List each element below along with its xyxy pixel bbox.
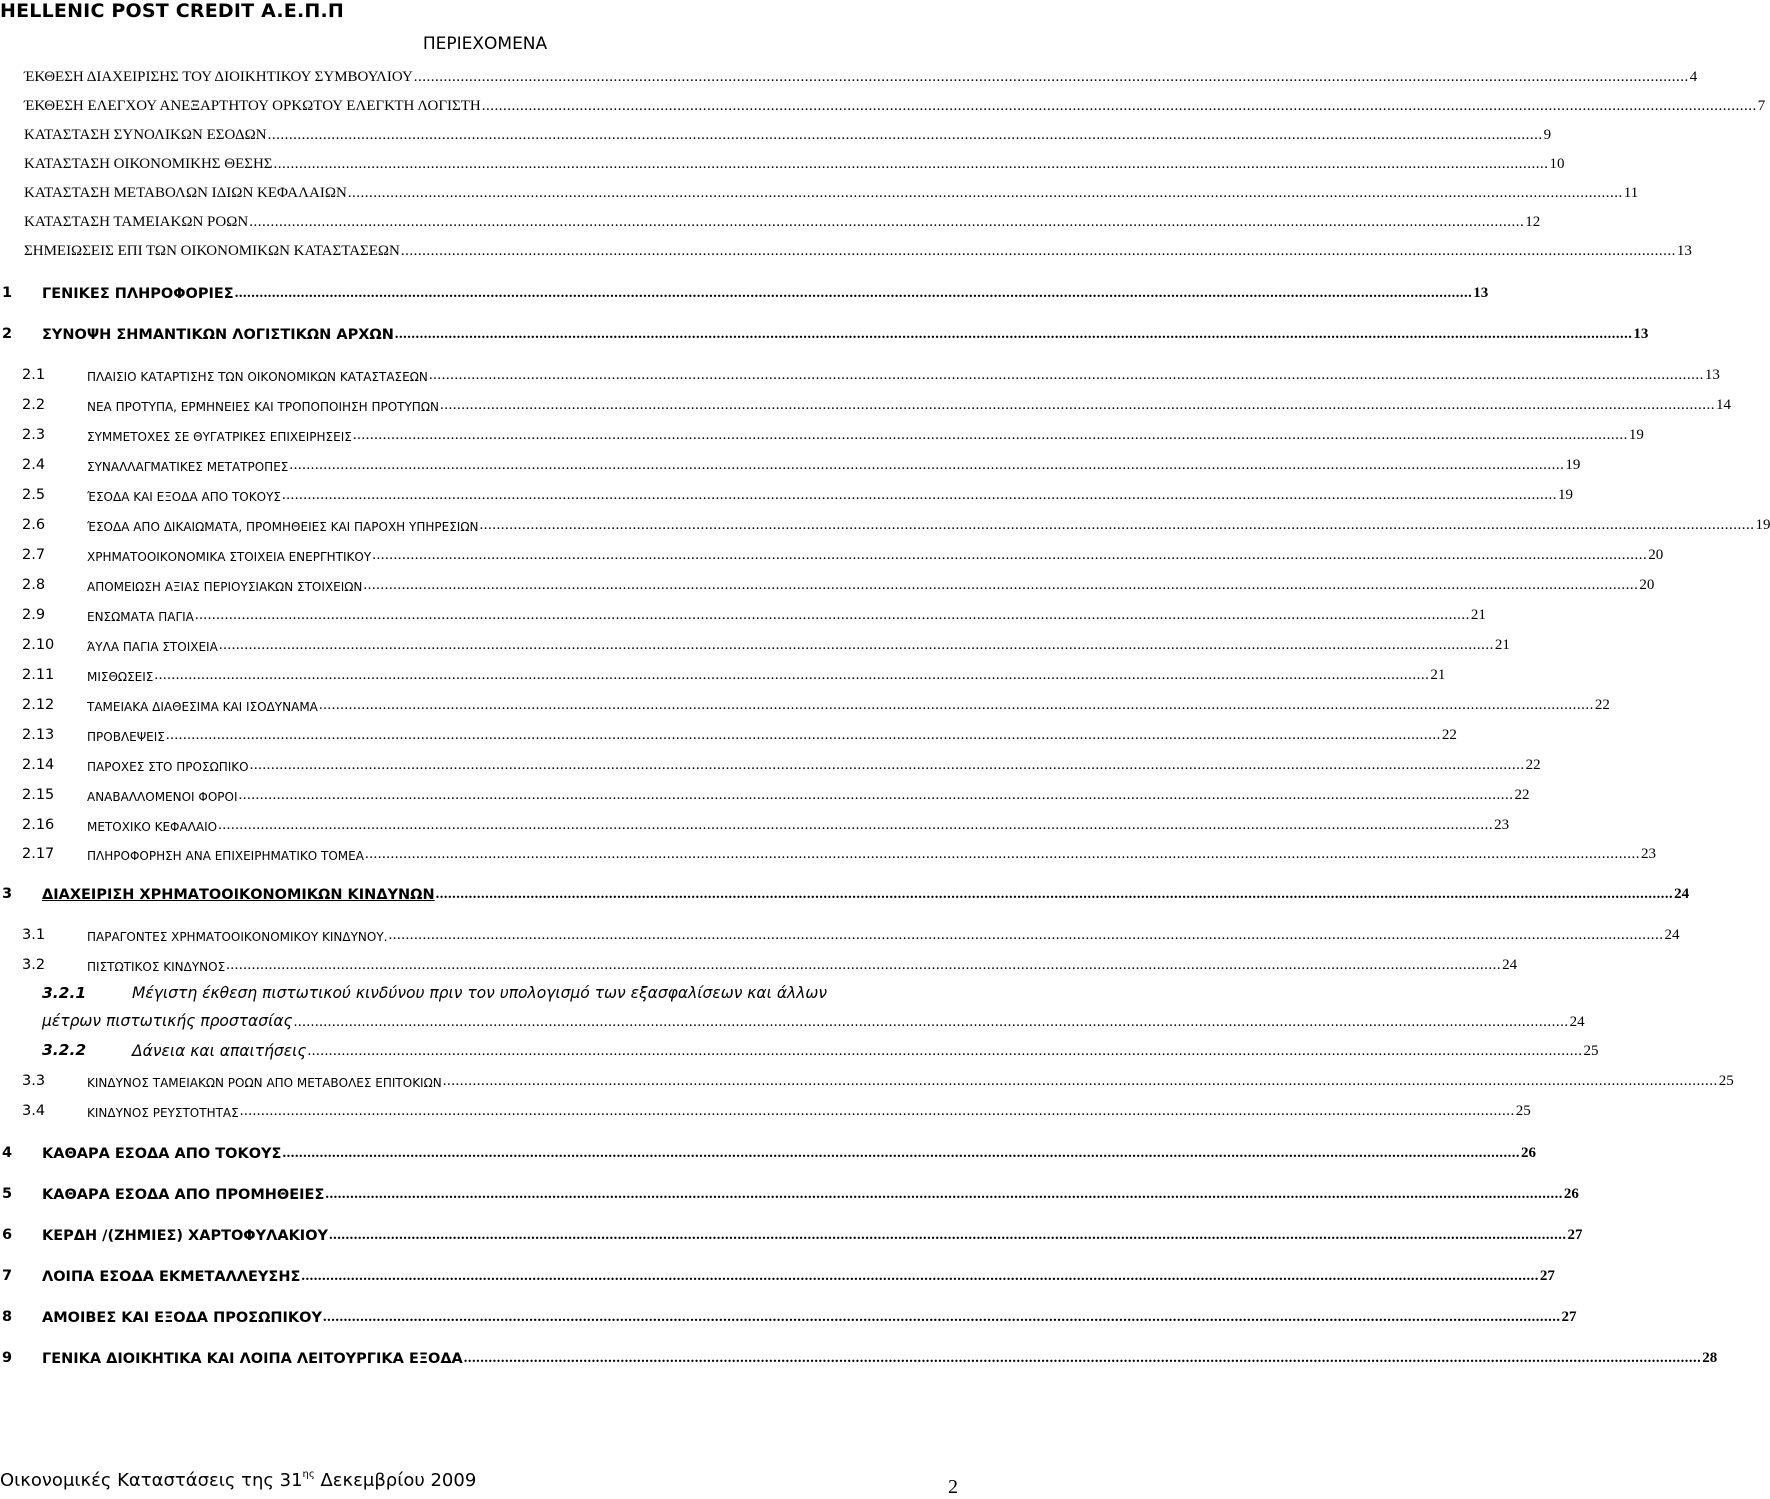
- toc-section-number: 2: [2, 326, 13, 342]
- toc-subsection-page: 25: [1718, 1073, 1734, 1089]
- toc-section-number: 3: [2, 886, 13, 902]
- toc-entry-text: ΚΑΤΑΣΤΑΣΗ ΤΑΜΕΙΑΚΩΝ ΡΟΩΝ: [24, 214, 249, 230]
- toc-section-text: ΛΟΙΠΑ ΕΣΟΔΑ ΕΚΜΕΤΑΛΛΕΥΣΗΣ: [42, 1269, 301, 1285]
- toc-section-page: 27: [1567, 1227, 1583, 1243]
- toc-subsection-page: 23: [1494, 817, 1510, 833]
- toc-subsection-number: 2.14: [22, 757, 55, 773]
- toc-subsection-page: 25: [1515, 1103, 1531, 1119]
- leader-dots: ............................................................................................................................................................................................................................................................................................................: [364, 846, 1640, 862]
- toc-subsection[interactable]: [0, 662, 1446, 684]
- toc-subsection[interactable]: [0, 841, 1656, 863]
- toc-subsubsection-page: 25: [1583, 1043, 1599, 1059]
- toc-subsection-page: 20: [1648, 547, 1664, 563]
- footer-superscript: ης: [302, 1469, 315, 1480]
- footer-text-before: Οικονομικές Καταστάσεις της 31: [0, 1470, 303, 1491]
- leader-dots: ............................................................................................................................................................................................................................................................................................................: [400, 243, 1676, 259]
- toc-entry-text: ΈΚΘΕΣΗ ΕΛΕΓΧΟΥ ΑΝΕΞΑΡΤΗΤΟΥ ΟΡΚΩΤΟΥ ΕΛΕΓΚΤΗ ΛΟΓΙΣΤΗ: [24, 98, 481, 114]
- toc-section[interactable]: [0, 881, 1690, 903]
- toc-subsection-text: ΤΑΜΕΙΑΚΑ ΔΙΑΘΕΣΙΜΑ ΚΑΙ ΙΣΟΔΥΝΑΜΑ: [87, 700, 318, 714]
- toc-subsection-number: 2.3: [22, 427, 46, 443]
- toc-subsection-page: 24: [1664, 927, 1680, 943]
- toc-subsection[interactable]: [0, 752, 1541, 774]
- toc-subsection[interactable]: [0, 512, 1770, 534]
- toc-entry-text: ΚΑΤΑΣΤΑΣΗ ΜΕΤΑΒΟΛΩΝ ΙΔΙΩΝ ΚΕΦΑΛΑΙΩΝ: [24, 185, 347, 201]
- toc-subsection-page: 13: [1704, 367, 1720, 383]
- toc-entry-page: 10: [1549, 156, 1565, 172]
- toc-subsection-text: ΕΝΣΩΜΑΤΑ ΠΑΓΙΑ: [87, 610, 194, 624]
- leader-dots: ............................................................................................................................................................................................................................................................................................................: [329, 1227, 1567, 1243]
- leader-dots: ............................................................................................................................................................................................................................................................................................................: [318, 697, 1594, 713]
- toc-subsection[interactable]: [0, 782, 1530, 804]
- toc-subsection-number: 2.9: [22, 607, 46, 623]
- leader-dots: ............................................................................................................................................................................................................................................................................................................: [234, 285, 1473, 301]
- toc-section-page: 26: [1563, 1186, 1579, 1202]
- toc-section[interactable]: [0, 1181, 1579, 1203]
- toc-subsection[interactable]: [0, 632, 1510, 654]
- toc-subsection-text: ΠΛΗΡΟΦΟΡΗΣΗ ΑΝΑ ΕΠΙΧΕΙΡΗΜΑΤΙΚΟ ΤΟΜΕΑ: [87, 849, 364, 863]
- toc-entry-page: 12: [1525, 214, 1541, 230]
- toc-section[interactable]: [0, 1304, 1577, 1326]
- toc-subsection-page: 22: [1514, 787, 1530, 803]
- leader-dots: ............................................................................................................................................................................................................................................................................................................: [439, 397, 1715, 413]
- toc-section-text: ΚΑΘΑΡΑ ΕΣΟΔΑ ΑΠΟ ΤΟΚΟΥΣ: [42, 1146, 282, 1162]
- leader-dots: ............................................................................................................................................................................................................................................................................................................: [267, 127, 1543, 143]
- toc-subsection-text: ΈΣΟΔΑ ΚΑΙ ΕΞΟΔΑ ΑΠΟ ΤΟΚΟΥΣ: [87, 490, 281, 504]
- leader-dots: ............................................................................................................................................................................................................................................................................................................: [239, 1103, 1515, 1119]
- leader-dots: ............................................................................................................................................................................................................................................................................................................: [428, 367, 1704, 383]
- toc-section-text: ΔΙΑΧΕΙΡΙΣΗ ΧΡΗΜΑΤΟΟΙΚΟΝΟΜΙΚΩΝ ΚΙΝΔΥΝΩΝ: [42, 887, 435, 903]
- toc-subsubsection[interactable]: [0, 1038, 1599, 1060]
- toc-entry-page: 7: [1757, 98, 1766, 114]
- toc-subsection-page: 24: [1502, 957, 1518, 973]
- leader-dots: ............................................................................................................................................................................................................................................................................................................: [394, 326, 1633, 342]
- toc-section-page: 24: [1674, 886, 1690, 902]
- leader-dots: ............................................................................................................................................................................................................................................................................................................: [226, 957, 1502, 973]
- toc-subsection-number: 2.16: [22, 817, 55, 833]
- toc-subsection-number: 2.12: [22, 697, 55, 713]
- leader-dots: ............................................................................................................................................................................................................................................................................................................: [281, 487, 1557, 503]
- toc-subsection-text: ΠΙΣΤΩΤΙΚΟΣ ΚΙΝΔΥΝΟΣ: [87, 960, 226, 974]
- toc-subsection[interactable]: [0, 1068, 1734, 1090]
- toc-entry-page: 13: [1676, 243, 1692, 259]
- footer-page-number: 2: [948, 1476, 958, 1498]
- toc-subsection[interactable]: [0, 482, 1573, 504]
- toc-subsection-number: 2.17: [22, 846, 55, 862]
- toc-section-page: 26: [1520, 1145, 1536, 1161]
- toc-subsection[interactable]: [0, 692, 1610, 714]
- toc-subsection-page: 19: [1755, 517, 1770, 533]
- toc-section-text: ΣΥΝΟΨΗ ΣΗΜΑΝΤΙΚΩΝ ΛΟΓΙΣΤΙΚΩΝ ΑΡΧΩΝ: [42, 327, 394, 343]
- footer-text-after: Δεκεμβρίου 2009: [314, 1470, 477, 1491]
- leader-dots: ............................................................................................................................................................................................................................................................................................................: [165, 727, 1441, 743]
- leader-dots: ............................................................................................................................................................................................................................................................................................................: [301, 1268, 1539, 1284]
- toc-subsection-text: ΠΛΑΙΣΙΟ ΚΑΤΑΡΤΙΣΗΣ ΤΩΝ ΟΙΚΟΝΟΜΙΚΩΝ ΚΑΤΑΣΤΑΣΕΩΝ: [87, 370, 428, 384]
- toc-entry-page: 9: [1543, 127, 1552, 143]
- toc-subsection-text: ΣΥΜΜΕΤΟΧΕΣ ΣΕ ΘΥΓΑΤΡΙΚΕΣ ΕΠΙΧΕΙΡΗΣΕΙΣ: [87, 430, 352, 444]
- toc-title: ΠΕΡΙΕΧΟΜΕΝΑ: [422, 34, 548, 54]
- leader-dots: ............................................................................................................................................................................................................................................................................................................: [442, 1073, 1718, 1089]
- leader-dots: ............................................................................................................................................................................................................................................................................................................: [249, 214, 1525, 230]
- toc-section-number: 4: [2, 1145, 13, 1161]
- toc-subsection-page: 14: [1715, 397, 1731, 413]
- toc-entry[interactable]: [0, 122, 1552, 144]
- leader-dots: ............................................................................................................................................................................................................................................................................................................: [347, 185, 1623, 201]
- toc-subsection[interactable]: [0, 392, 1731, 414]
- leader-dots: ............................................................................................................................................................................................................................................................................................................: [413, 69, 1689, 85]
- toc-section-number: 8: [2, 1309, 13, 1325]
- toc-subsection-text: ΜΙΣΘΩΣΕΙΣ: [87, 670, 154, 684]
- toc-entry[interactable]: [0, 209, 1541, 231]
- toc-subsection-text: ΆΥΛΑ ΠΑΓΙΑ ΣΤΟΙΧΕΙΑ: [87, 640, 218, 654]
- toc-subsection-number: 3.4: [22, 1103, 46, 1119]
- toc-entry[interactable]: [0, 93, 1766, 115]
- toc-subsection-page: 22: [1525, 757, 1541, 773]
- toc-subsubsection-number: 3.2.1: [42, 984, 87, 1002]
- toc-subsection-number: 2.7: [22, 547, 46, 563]
- toc-subsubsection-text-line1: Μέγιστη έκθεση πιστωτικού κινδύνου πριν τον υπολογισμό των εξασφαλίσεων και άλλων: [132, 984, 828, 1002]
- toc-subsection-number: 2.13: [22, 727, 55, 743]
- toc-subsubsection-text-line2: μέτρων πιστωτικής προστασίας: [42, 1012, 293, 1030]
- toc-subsection-text: ΠΑΡΑΓΟΝΤΕΣ ΧΡΗΜΑΤΟΟΙΚΟΝΟΜΙΚΟΥ ΚΙΝΔΥΝΟΥ.: [87, 930, 388, 944]
- toc-entry-text: ΈΚΘΕΣΗ ΔΙΑΧΕΙΡΙΣΗΣ ΤΟΥ ΔΙΟΙΚΗΤΙΚΟΥ ΣΥΜΒΟΥΛΙΟΥ: [24, 69, 413, 85]
- toc-section-number: 5: [2, 1186, 13, 1202]
- toc-subsection-page: 20: [1639, 577, 1655, 593]
- toc-subsection-text: ΝΕΑ ΠΡΟΤΥΠΑ, ΕΡΜΗΝΕΙΕΣ ΚΑΙ ΤΡΟΠΟΠΟΙΗΣΗ ΠΡΟΤΥΠΩΝ: [87, 400, 439, 414]
- toc-subsection-page: 21: [1494, 637, 1510, 653]
- toc-subsubsection-number: 3.2.2: [42, 1041, 87, 1059]
- toc-subsection-number: 2.10: [22, 637, 55, 653]
- toc-entry-page: 4: [1689, 69, 1698, 85]
- footer-text: [0, 1470, 476, 1491]
- toc-entry[interactable]: [0, 151, 1565, 173]
- leader-dots: ............................................................................................................................................................................................................................................................................................................: [293, 1014, 1569, 1030]
- toc-subsection[interactable]: [0, 812, 1510, 834]
- toc-subsection-text: ΑΝΑΒΑΛΛΟΜΕΝΟΙ ΦΟΡΟΙ: [87, 790, 238, 804]
- toc-section[interactable]: [0, 1263, 1555, 1285]
- leader-dots: ............................................................................................................................................................................................................................................................................................................: [307, 1043, 1583, 1059]
- leader-dots: ............................................................................................................................................................................................................................................................................................................: [325, 1186, 1563, 1202]
- toc-subsection-number: 2.15: [22, 787, 55, 803]
- toc-subsection-number: 2.8: [22, 577, 46, 593]
- leader-dots: ............................................................................................................................................................................................................................................................................................................: [282, 1145, 1520, 1161]
- leader-dots: ............................................................................................................................................................................................................................................................................................................: [273, 156, 1549, 172]
- toc-section-text: ΚΕΡΔΗ /(ΖΗΜΙΕΣ) ΧΑΡΤΟΦΥΛΑΚΙΟΥ: [42, 1228, 329, 1244]
- toc-subsection-page: 19: [1557, 487, 1573, 503]
- leader-dots: ............................................................................................................................................................................................................................................................................................................: [289, 457, 1565, 473]
- leader-dots: ............................................................................................................................................................................................................................................................................................................: [249, 757, 1525, 773]
- toc-subsubsection-line2: [42, 1007, 1585, 1036]
- leader-dots: ............................................................................................................................................................................................................................................................................................................: [435, 886, 1674, 902]
- toc-subsection[interactable]: [0, 572, 1655, 594]
- toc-section-page: 27: [1539, 1268, 1555, 1284]
- leader-dots: ............................................................................................................................................................................................................................................................................................................: [154, 667, 1430, 683]
- leader-dots: ............................................................................................................................................................................................................................................................................................................: [218, 817, 1494, 833]
- company-name: HELLENIC POST CREDIT A.E.Π.Π: [0, 0, 345, 22]
- toc-entry-text: ΚΑΤΑΣΤΑΣΗ ΣΥΝΟΛΙΚΩΝ ΕΣΟΔΩΝ: [24, 127, 267, 143]
- toc-section[interactable]: [0, 1140, 1536, 1162]
- toc-subsection[interactable]: [0, 722, 1457, 744]
- toc-section-number: 7: [2, 1268, 13, 1284]
- toc-subsection-text: ΧΡΗΜΑΤΟΟΙΚΟΝΟΜΙΚΑ ΣΤΟΙΧΕΙΑ ΕΝΕΡΓΗΤΙΚΟΥ: [87, 550, 372, 564]
- leader-dots: ............................................................................................................................................................................................................................................................................................................: [388, 927, 1664, 943]
- toc-subsection-text: ΈΣΟΔΑ ΑΠΟ ΔΙΚΑΙΩΜΑΤΑ, ΠΡΟΜΗΘΕΙΕΣ ΚΑΙ ΠΑΡΟΧΗ ΥΠΗΡΕΣΙΩΝ: [87, 520, 479, 534]
- leader-dots: ............................................................................................................................................................................................................................................................................................................: [194, 607, 1470, 623]
- toc-subsection-number: 3.1: [22, 927, 46, 943]
- leader-dots: ............................................................................................................................................................................................................................................................................................................: [479, 517, 1755, 533]
- toc-subsection-text: ΚΙΝΔΥΝΟΣ ΤΑΜΕΙΑΚΩΝ ΡΟΩΝ ΑΠΟ ΜΕΤΑΒΟΛΕΣ ΕΠΙΤΟΚΙΩΝ: [87, 1076, 442, 1090]
- toc-subsection-page: 19: [1628, 427, 1644, 443]
- toc-subsubsection-text: Δάνεια και απαιτήσεις: [132, 1042, 307, 1060]
- toc-subsection-number: 3.3: [22, 1073, 46, 1089]
- toc-subsection-number: 2.2: [22, 397, 46, 413]
- toc-subsection-page: 22: [1594, 697, 1610, 713]
- toc-subsection[interactable]: [0, 1098, 1531, 1120]
- toc-subsection-text: ΣΥΝΑΛΛΑΓΜΑΤΙΚΕΣ ΜΕΤΑΤΡΟΠΕΣ: [87, 460, 289, 474]
- toc-section-page: 27: [1561, 1309, 1577, 1325]
- leader-dots: ............................................................................................................................................................................................................................................................................................................: [218, 637, 1494, 653]
- toc-subsection-page: 19: [1565, 457, 1581, 473]
- toc-subsection-number: 3.2: [22, 957, 46, 973]
- toc-subsection[interactable]: [0, 602, 1486, 624]
- leader-dots: ............................................................................................................................................................................................................................................................................................................: [322, 1309, 1561, 1325]
- toc-subsection-number: 2.5: [22, 487, 46, 503]
- toc-entry[interactable]: [0, 64, 1698, 86]
- toc-section-page: 13: [1473, 285, 1489, 301]
- toc-subsection-page: 21: [1430, 667, 1446, 683]
- toc-section-page: 13: [1633, 326, 1649, 342]
- toc-subsubsection[interactable]: [0, 979, 1585, 1037]
- toc-entry[interactable]: [0, 180, 1639, 202]
- toc-section-text: ΚΑΘΑΡΑ ΕΣΟΔΑ ΑΠΟ ΠΡΟΜΗΘΕΙΕΣ: [42, 1187, 325, 1203]
- toc-subsection-text: ΑΠΟΜΕΙΩΣΗ ΑΞΙΑΣ ΠΕΡΙΟΥΣΙΑΚΩΝ ΣΤΟΙΧΕΙΩΝ: [87, 580, 363, 594]
- toc-subsection[interactable]: [0, 542, 1664, 564]
- toc-subsection-text: ΠΑΡΟΧΕΣ ΣΤΟ ΠΡΟΣΩΠΙΚΟ: [87, 760, 249, 774]
- toc-subsection[interactable]: [0, 952, 1518, 974]
- toc-subsection-page: 22: [1441, 727, 1457, 743]
- toc-subsection-number: 2.1: [22, 367, 46, 383]
- toc-section-text: ΓΕΝΙΚΕΣ ΠΛΗΡΟΦΟΡΙΕΣ: [42, 286, 234, 302]
- toc-section-page: 28: [1702, 1350, 1718, 1366]
- toc-subsection-number: 2.11: [22, 667, 55, 683]
- leader-dots: ............................................................................................................................................................................................................................................................................................................: [372, 547, 1648, 563]
- toc-section-text: ΓΕΝΙΚΑ ΔΙΟΙΚΗΤΙΚΑ ΚΑΙ ΛΟΙΠΑ ΛΕΙΤΟΥΡΓΙΚΑ ΕΞΟΔΑ: [42, 1351, 463, 1367]
- toc-subsection-text: ΚΙΝΔΥΝΟΣ ΡΕΥΣΤΟΤΗΤΑΣ: [87, 1106, 239, 1120]
- leader-dots: ............................................................................................................................................................................................................................................................................................................: [481, 98, 1757, 114]
- toc-section-number: 6: [2, 1227, 13, 1243]
- toc-section[interactable]: [0, 1222, 1583, 1244]
- toc-subsection[interactable]: [0, 452, 1581, 474]
- toc-subsection-number: 2.6: [22, 517, 46, 533]
- toc-entry[interactable]: [0, 238, 1692, 260]
- toc-subsection[interactable]: [0, 362, 1720, 384]
- leader-dots: ............................................................................................................................................................................................................................................................................................................: [352, 427, 1628, 443]
- toc-subsection[interactable]: [0, 922, 1680, 944]
- toc-subsection[interactable]: [0, 422, 1644, 444]
- toc-section-text: ΑΜΟΙΒΕΣ ΚΑΙ ΕΞΟΔΑ ΠΡΟΣΩΠΙΚΟΥ: [42, 1310, 322, 1326]
- toc-entry-text: ΚΑΤΑΣΤΑΣΗ ΟΙΚΟΝΟΜΙΚΗΣ ΘΕΣΗΣ: [24, 156, 273, 172]
- toc-subsection-page: 23: [1640, 846, 1656, 862]
- toc-subsection-text: ΠΡΟΒΛΕΨΕΙΣ: [87, 730, 165, 744]
- toc-subsection-number: 2.4: [22, 457, 46, 473]
- leader-dots: ............................................................................................................................................................................................................................................................................................................: [238, 787, 1514, 803]
- toc-section[interactable]: [0, 1345, 1718, 1367]
- toc-section[interactable]: [0, 321, 1649, 343]
- toc-section[interactable]: [0, 280, 1489, 302]
- toc-subsection-page: 21: [1470, 607, 1486, 623]
- toc-subsubsection-page: 24: [1569, 1014, 1585, 1030]
- leader-dots: ............................................................................................................................................................................................................................................................................................................: [463, 1350, 1702, 1366]
- leader-dots: ............................................................................................................................................................................................................................................................................................................: [363, 577, 1639, 593]
- toc-entry-text: ΣΗΜΕΙΩΣΕΙΣ ΕΠΙ ΤΩΝ ΟΙΚΟΝΟΜΙΚΩΝ ΚΑΤΑΣΤΑΣΕΩΝ: [24, 243, 400, 259]
- toc-section-number: 1: [2, 285, 13, 301]
- toc-entry-page: 11: [1623, 185, 1639, 201]
- toc-section-number: 9: [2, 1350, 13, 1366]
- toc-subsection-text: ΜΕΤΟΧΙΚΟ ΚΕΦΑΛΑΙΟ: [87, 820, 218, 834]
